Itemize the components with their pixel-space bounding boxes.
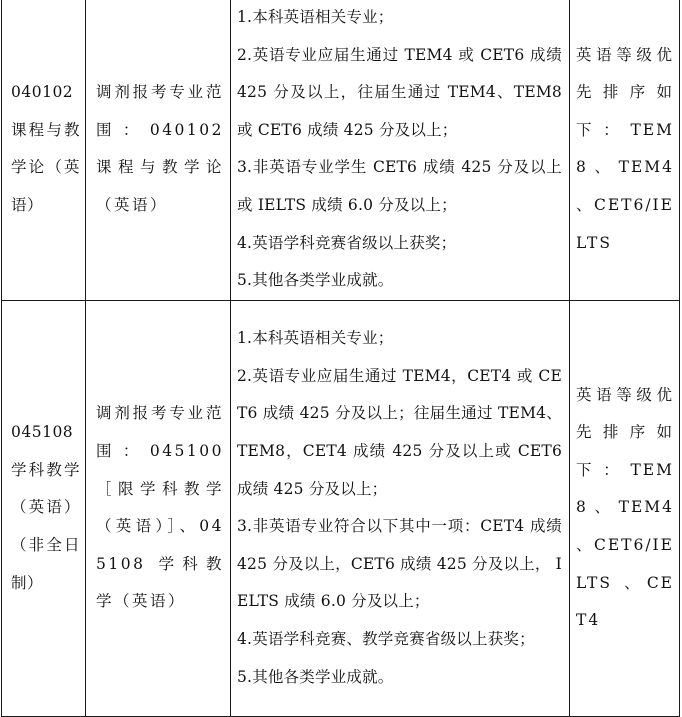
table-row — [2, 300, 680, 716]
transfer-range-cell: 调剂报考专业范围：040102 课程与教学论（英语） — [86, 0, 231, 300]
major-code-name-cell: 045108 学科教学（英语）（非全日制） — [2, 300, 86, 716]
requirement-item: 2.英语专业应届生通过 TEM4 或 CET6 成绩 425 分及以上，往届生通过 TEM4、TEM8 或 CET6 成绩 425 分及以上； — [237, 45, 562, 139]
english-level-priority-cell: 英语等级优先排序如下：TEM8、TEM4 、CET6/IELTS 、CET4 — [570, 300, 680, 716]
english-level-priority-cell: 英语等级优先排序如下：TEM8、TEM4 、CET6/IELTS — [570, 0, 680, 300]
requirement-item: 1.本科英语相关专业； — [237, 329, 394, 348]
table-row — [2, 0, 680, 300]
requirement-item: 3.非英语专业学生 CET6 成绩 425 分及以上或 IELTS 成绩 6.0 分及以上； — [237, 158, 562, 214]
requirements-cell — [231, 300, 570, 716]
requirement-item: 3.非英语专业符合以下其中一项：CET4 成绩 425 分及以上，CET6 成绩 425 分及以上， IELTS 成绩 6.0 分及以上； — [237, 517, 562, 611]
major-code-name-cell: 040102 课程与教学论（英语） — [2, 0, 86, 300]
transfer-range-cell: 调剂报考专业范围：045100［限学科教学（英语）］、045108 学科教学（英语） — [86, 300, 231, 716]
requirement-item: 1.本科英语相关专业； — [237, 8, 394, 26]
requirement-item: 4.英语学科竞赛、教学竞赛省级以上获奖； — [237, 630, 535, 649]
requirement-item: 5.其他各类学业成就。 — [237, 667, 394, 686]
admission-requirements-table — [1, 0, 680, 717]
requirement-item: 5.其他各类学业成就。 — [237, 271, 394, 290]
requirements-cell — [231, 0, 570, 300]
requirement-item: 4.英语学科竞赛省级以上获奖； — [237, 233, 457, 252]
requirement-item: 2.英语专业应届生通过 TEM4，CET4 或 CET6 成绩 425 分及以上；往届生通过 TEM4、TEM8，CET4 成绩 425 分及以上或 CET6 成绩 425 分及以上； — [237, 366, 562, 498]
